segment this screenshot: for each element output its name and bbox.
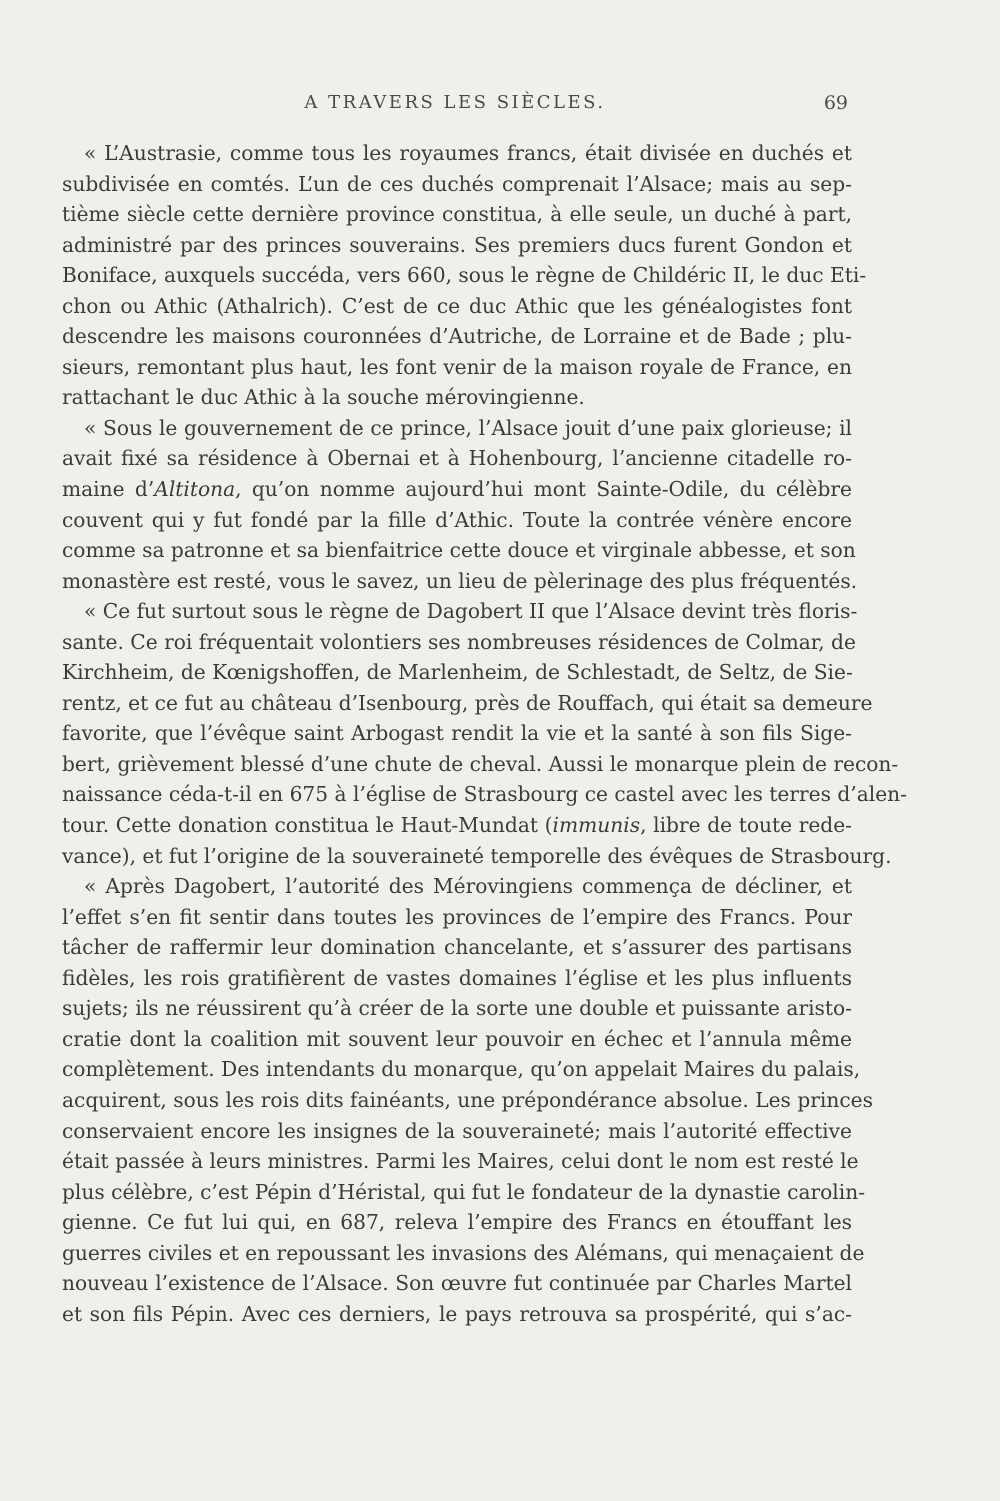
- text-run: maine d’: [62, 477, 155, 502]
- text-run: , qu’on nomme aujourd’hui mont Sainte-Odile, du célèbre: [235, 477, 852, 502]
- text-run: tour. Cette donation constitua le Haut-Mundat (: [62, 813, 553, 838]
- text-line: bert, grièvement blessé d’une chute de cheval. Aussi le monarque plein de recon-: [62, 751, 899, 776]
- text-line: sujets; ils ne réussirent qu’à créer de la sorte une double et puissante aristo-: [62, 996, 852, 1021]
- text-line: [62, 474, 852, 505]
- text-line: chon ou Athic (Athalrich). C’est de ce duc Athic que les généalogistes font: [62, 293, 852, 318]
- paragraph: [62, 596, 907, 871]
- text-line: conservaient encore les insignes de la souveraineté; mais l’autorité effective: [62, 1118, 852, 1143]
- text-line: rentz, et ce fut au château d’Isenbourg, près de Rouffach, qui était sa demeure: [62, 690, 873, 715]
- text-line: Kirchheim, de Kœnigshoffen, de Marlenheim, de Schlestadt, de Seltz, de Sie-: [62, 660, 853, 685]
- text-line: comme sa patronne et sa bienfaitrice cette douce et virginale abbesse, et son: [62, 538, 856, 563]
- text-line: naissance céda-t-il en 675 à l’église de Strasbourg ce castel avec les terres d’alen-: [62, 782, 907, 807]
- text-line: « Sous le gouvernement de ce prince, l’Alsace jouit d’une paix glorieuse; il: [84, 415, 852, 440]
- paragraph: [62, 871, 873, 1329]
- text-line: acquirent, sous les rois dits fainéants, une prépondérance absolue. Les princes: [62, 1087, 873, 1112]
- text-line: administré par des princes souverains. Ses premiers ducs furent Gondon et: [62, 232, 852, 257]
- text-line: vance), et fut l’origine de la souveraineté temporelle des évêques de Strasbourg.: [62, 843, 892, 868]
- text-line: sante. Ce roi fréquentait volontiers ses nombreuses résidences de Colmar, de: [62, 629, 856, 654]
- paragraph: [62, 413, 858, 596]
- text-line: nouveau l’existence de l’Alsace. Son œuvre fut continuée par Charles Martel: [62, 1271, 852, 1296]
- page-number: 69: [823, 92, 848, 114]
- text-line: fidèles, les rois gratifièrent de vastes domaines l’église et les plus influents: [62, 965, 852, 990]
- text-line: complètement. Des intendants du monarque, qu’on appelait Maires du palais,: [62, 1057, 861, 1082]
- text-line: descendre les maisons couronnées d’Autriche, de Lorraine et de Bade ; plu-: [62, 324, 852, 349]
- text-line: gienne. Ce fut lui qui, en 687, releva l’empire des Francs en étouffant les: [62, 1210, 852, 1235]
- text-line: [62, 810, 852, 841]
- running-title: A TRAVERS LES SIÈCLES.: [304, 92, 606, 113]
- italic-term: Altitona: [154, 477, 236, 502]
- paragraph: [62, 138, 867, 413]
- text-line: l’effet s’en fit sentir dans toutes les provinces de l’empire des Francs. Pour: [62, 904, 852, 929]
- italic-term: immunis: [552, 813, 641, 838]
- text-line: rattachant le duc Athic à la souche mérovingienne.: [62, 385, 585, 410]
- text-run: , libre de toute rede-: [640, 813, 852, 838]
- text-line: subdivisée en comtés. L’un de ces duchés comprenait l’Alsace; mais au sep-: [62, 171, 852, 196]
- text-line: plus célèbre, c’est Pépin d’Héristal, qui fut le fondateur de la dynastie carolin-: [62, 1179, 866, 1204]
- text-line: cratie dont la coalition mit souvent leur pouvoir en échec et l’annula même: [62, 1026, 852, 1051]
- text-line: couvent qui y fut fondé par la fille d’Athic. Toute la contrée vénère encore: [62, 507, 852, 532]
- text-line: Boniface, auxquels succéda, vers 660, sous le règne de Childéric II, le duc Eti-: [62, 263, 867, 288]
- text-line: guerres civiles et en repoussant les invasions des Alémans, qui menaçaient de: [62, 1240, 865, 1265]
- text-line: monastère est resté, vous le savez, un lieu de pèlerinage des plus fréquentés.: [62, 568, 858, 593]
- body-text: [62, 138, 907, 1329]
- text-line: tième siècle cette dernière province constitua, à elle seule, un duché à part,: [62, 202, 852, 227]
- text-line: « Ce fut surtout sous le règne de Dagobert II que l’Alsace devint très floris-: [84, 599, 858, 624]
- text-line: favorite, que l’évêque saint Arbogast rendit la vie et la santé à son fils Sige-: [62, 721, 852, 746]
- text-line: « L’Austrasie, comme tous les royaumes francs, était divisée en duchés et: [84, 141, 852, 165]
- text-line: « Après Dagobert, l’autorité des Mérovingiens commença de décliner, et: [84, 874, 852, 899]
- text-line: sieurs, remontant plus haut, les font venir de la maison royale de France, en: [62, 354, 852, 379]
- text-line: et son fils Pépin. Avec ces derniers, le pays retrouva sa prospérité, qui s’ac-: [62, 1301, 852, 1326]
- page-header: [62, 92, 848, 122]
- text-line: avait fixé sa résidence à Obernai et à Hohenbourg, l’ancienne citadelle ro-: [62, 446, 852, 471]
- text-line: était passée à leurs ministres. Parmi les Maires, celui dont le nom est resté le: [62, 1149, 859, 1174]
- text-line: tâcher de raffermir leur domination chancelante, et s’assurer des partisans: [62, 935, 852, 960]
